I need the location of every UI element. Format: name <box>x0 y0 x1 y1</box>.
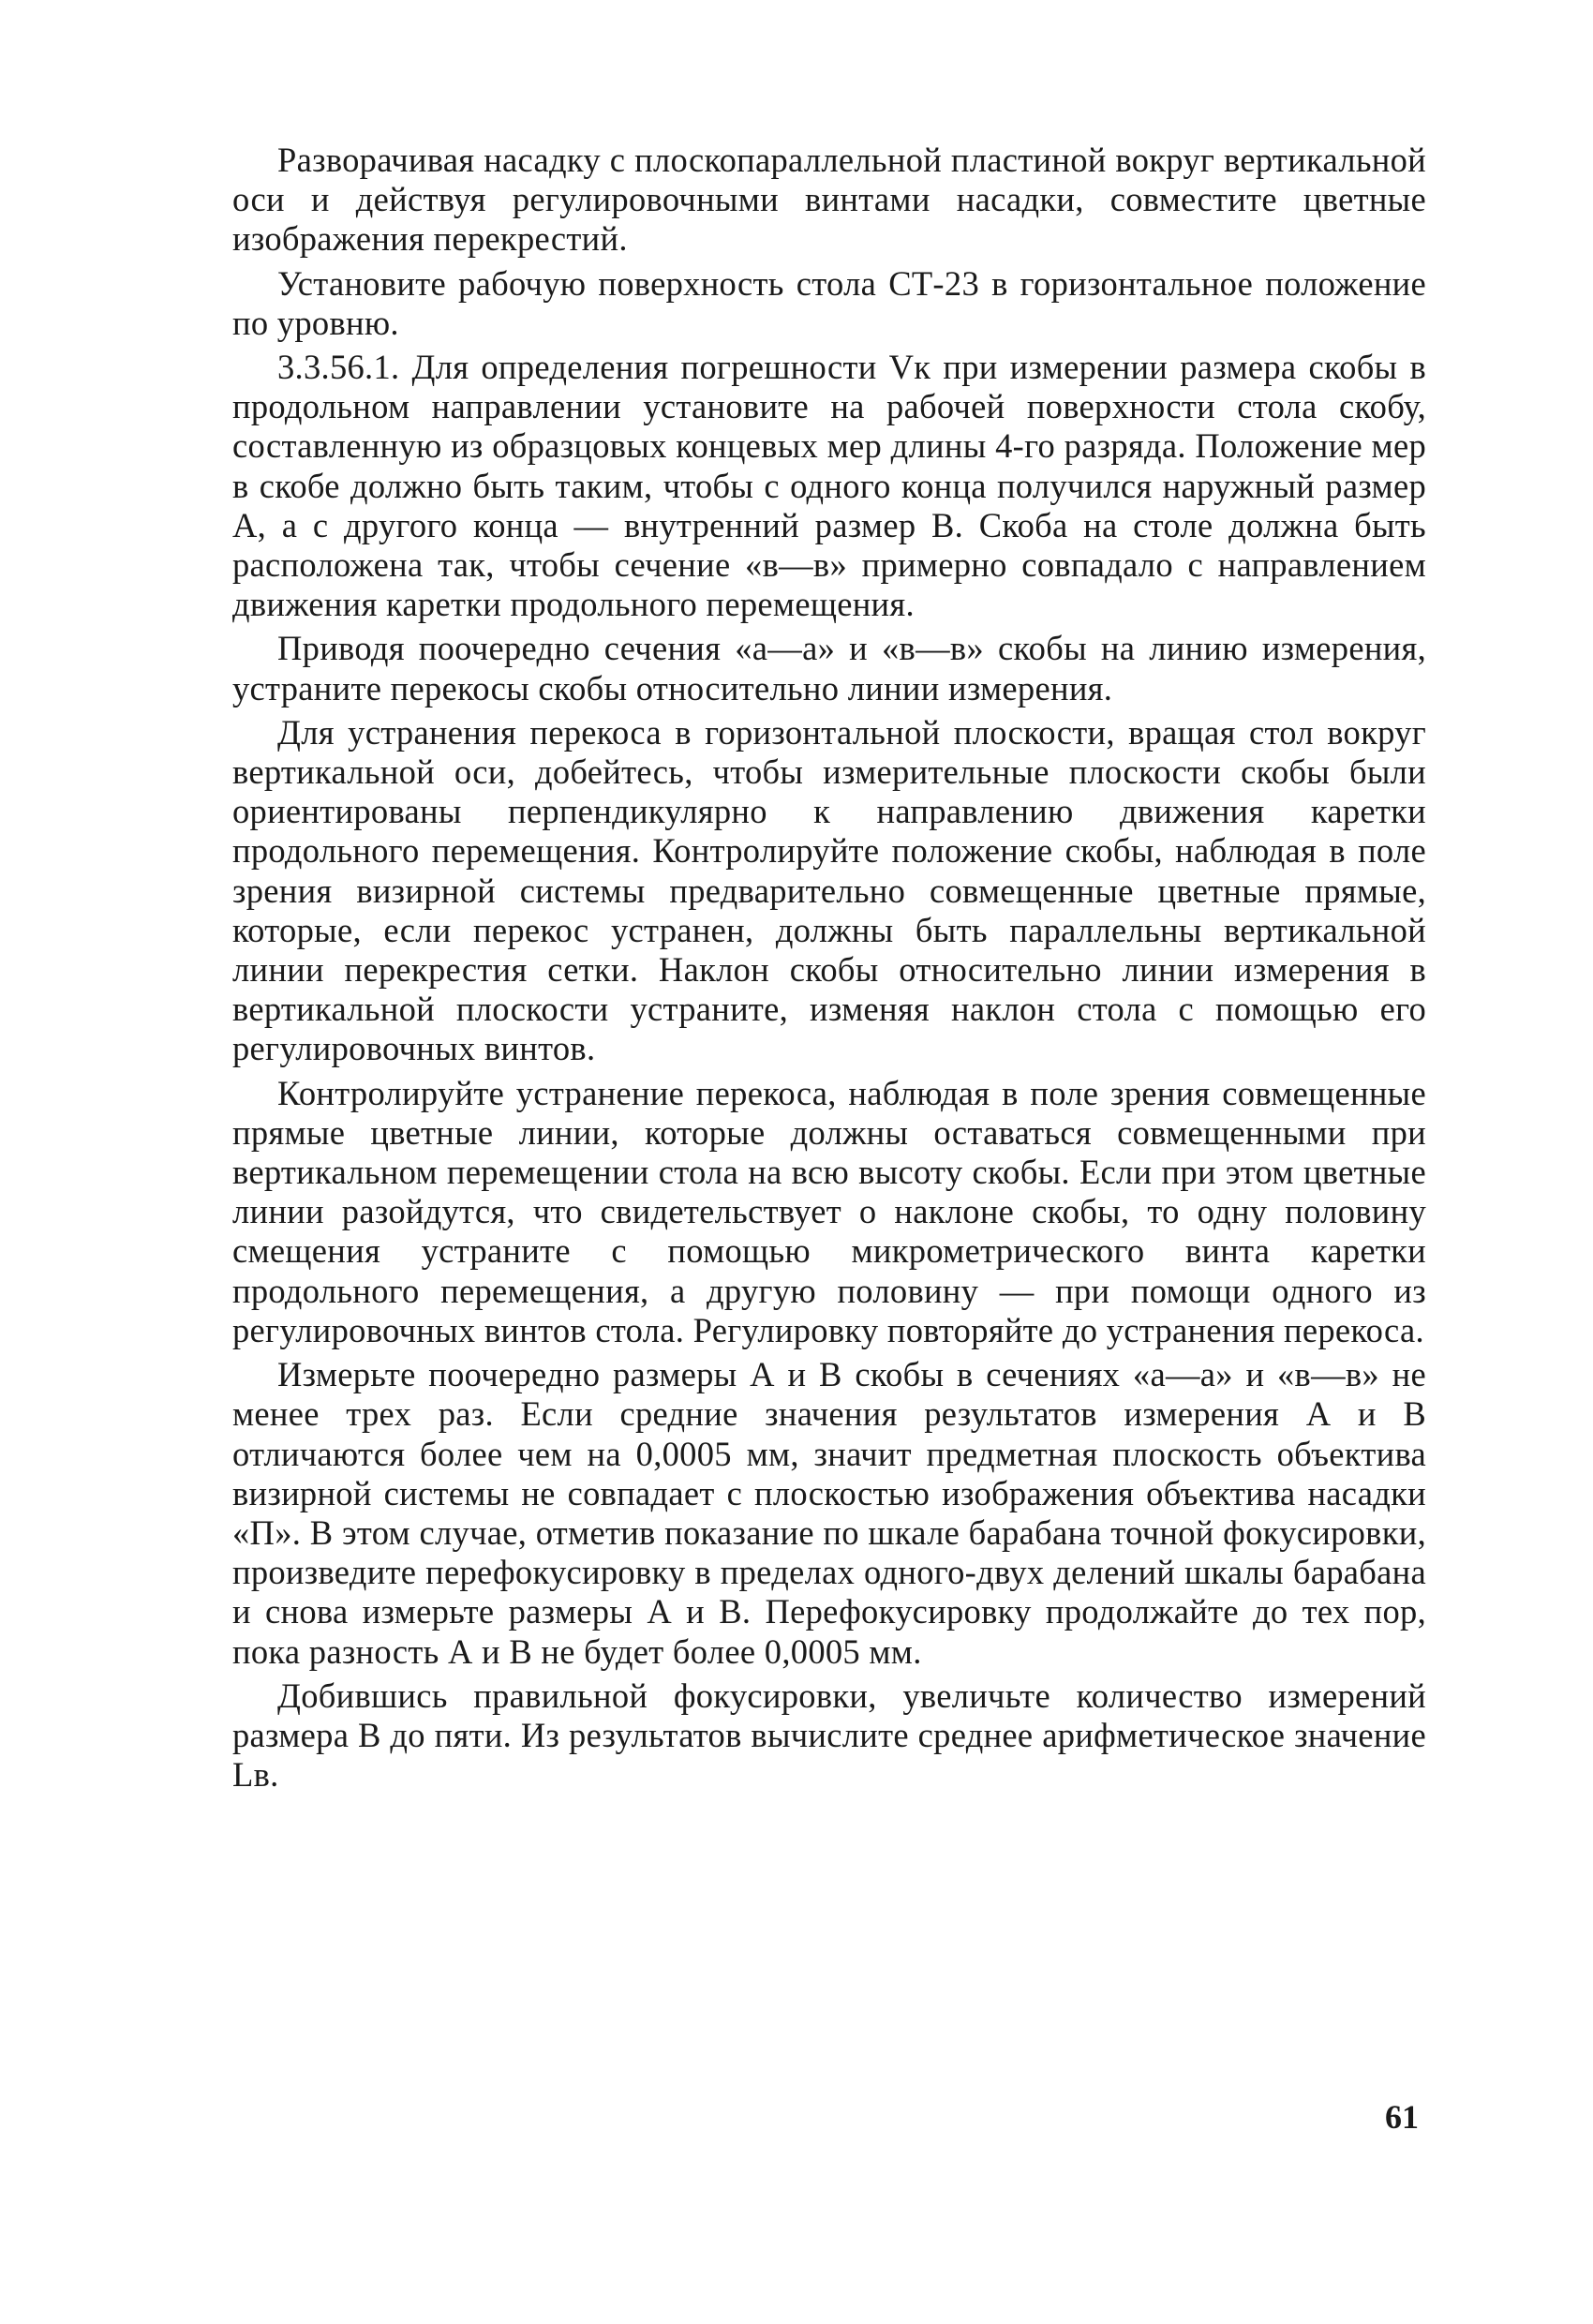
paragraph: Для устранения перекоса в горизонтальной плоскости, вращая стол вокруг вертикальной оси, добейтесь, чтобы измерительные плоскости скобы были ориентированы перпендикулярно к направлению движения каретки продольного перемещения. Контролируйте положение скобы, наблюдая в поле зрения визирной системы предварительно совмещенные цветные прямые, которые, если перекос устранен, должны быть параллельны вертикальной линии перекрестия сетки. Наклон скобы относительно линии измерения в вертикальной плоскости устраните, изменяя наклон стола с помощью его регулировочных винтов. <box>232 712 1426 1068</box>
paragraph: Приводя поочередно сечения «а—а» и «в—в» скобы на линию измерения, устраните перекосы скобы относительно линии измерения. <box>232 629 1426 708</box>
paragraph: Разворачивая насадку с плоскопараллельной пластиной вокруг вертикальной оси и действуя регулировочными винтами насадки, совместите цветные изображения перекрестий. <box>232 141 1426 259</box>
paragraph: Контролируйте устранение перекоса, наблюдая в поле зрения совмещенные прямые цветные линии, которые должны оставаться совмещенными при вертикальном перемещении стола на всю высоту скобы. Если при этом цветные линии разойдутся, что свидетельствует о наклоне скобы, то одну половину смещения устраните с помощью микрометрического винта каретки продольного перемещения, а другую половину — при помощи одного из регулировочных винтов стола. Регулировку повторяйте до устранения перекоса. <box>232 1073 1426 1349</box>
paragraph: Добившись правильной фокусировки, увеличьте количество измерений размера В до пяти. Из результатов вычислите среднее арифметическое значение Lв. <box>232 1676 1426 1795</box>
page-number: 61 <box>1385 2098 1419 2136</box>
paragraph: 3.3.56.1. Для определения погрешности Vк при измерении размера скобы в продольном направлении установите на рабочей поверхности стола скобу, составленную из образцовых концевых мер длины 4-го разряда. Положение мер в скобе должно быть таким, чтобы с одного конца получился наружный размер А, а с другого конца — внутренний размер В. Скоба на столе должна быть расположена так, чтобы сечение «в—в» примерно совпадало с направлением движения каретки продольного перемещения. <box>232 348 1426 624</box>
paragraph: Измерьте поочередно размеры А и В скобы в сечениях «а—а» и «в—в» не менее трех раз. Если средние значения результатов измерения А и В отличаются более чем на 0,0005 мм, значит предметная плоскость объектива визирной системы не совпадает с плоскостью изображения объектива насадки «П». В этом случае, отметив показание по шкале барабана точной фокусировки, произведите перефокусировку в пределах одного-двух делений шкалы барабана и снова измерьте размеры А и В. Перефокусировку продолжайте до тех пор, пока разность А и В не будет более 0,0005 мм. <box>232 1355 1426 1671</box>
body-text <box>232 141 1426 1795</box>
paragraph: Установите рабочую поверхность стола СТ-23 в горизонтальное положение по уровню. <box>232 263 1426 342</box>
